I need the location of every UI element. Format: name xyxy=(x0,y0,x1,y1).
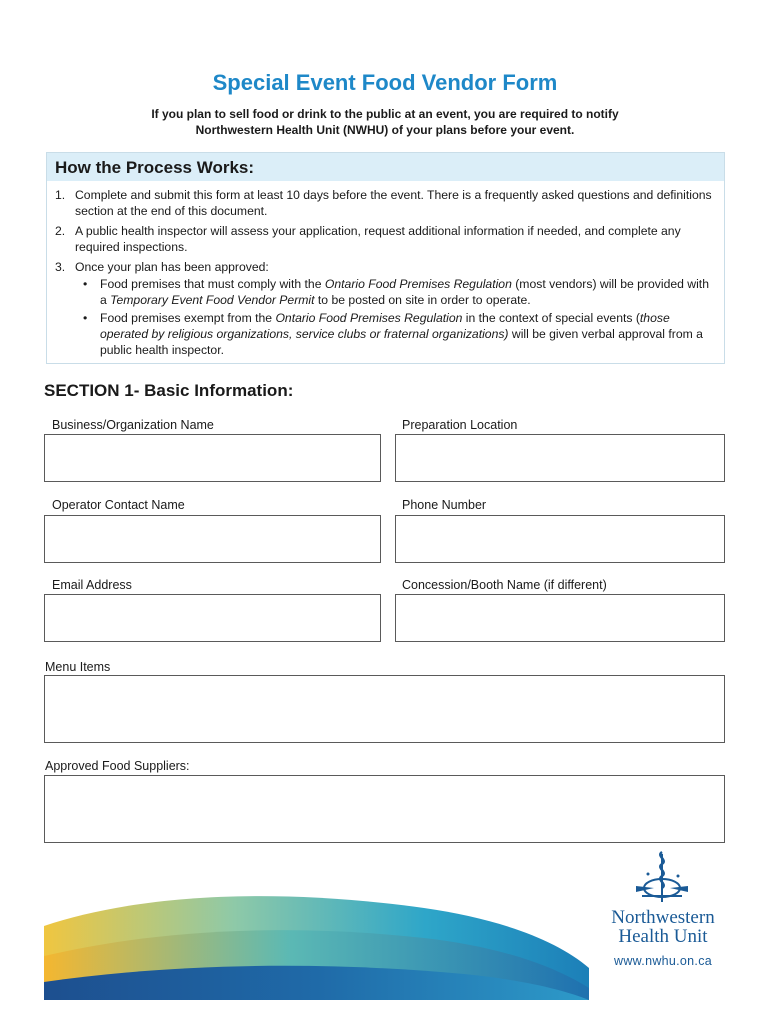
bullet-icon: • xyxy=(83,277,88,291)
bullet-icon: • xyxy=(83,311,88,325)
decorative-wave-banner xyxy=(44,878,589,1000)
logo-name-line-1: Northwestern xyxy=(611,907,715,928)
page-title: Special Event Food Vendor Form xyxy=(212,70,558,95)
email-input[interactable] xyxy=(44,594,381,642)
step-text: Once your plan has been approved: xyxy=(75,260,269,274)
booth-name-label: Concession/Booth Name (if different) xyxy=(402,578,607,592)
menu-items-label: Menu Items xyxy=(45,660,111,674)
suppliers-label: Approved Food Suppliers: xyxy=(45,759,190,773)
step-number: 1. xyxy=(55,188,66,202)
process-heading: How the Process Works: xyxy=(47,153,724,181)
process-step-3 xyxy=(55,259,714,358)
section-1-title: SECTION 1- Basic Information: xyxy=(44,381,294,400)
prep-location-label: Preparation Location xyxy=(402,418,518,432)
process-steps xyxy=(47,181,724,358)
logo-name-line-2: Health Unit xyxy=(618,926,708,947)
nwhu-logo xyxy=(598,848,728,1018)
logo-url: www.nwhu.on.ca xyxy=(614,954,712,968)
page-subtitle xyxy=(80,106,690,138)
prep-location-input[interactable] xyxy=(395,434,725,482)
step-number: 3. xyxy=(55,260,66,274)
process-step-1 xyxy=(55,187,714,219)
step-text: Complete and submit this form at least 10 days before the event. There is a frequently asked questions and definitions section at the end of this document. xyxy=(75,188,712,218)
bullet-item: • Food premises that must comply with the Ontario Food Premises Regulation (most vendors) will be provided with a Temporary Event Food Vendor Permit to be posted on site in order to operate. xyxy=(83,277,709,307)
operator-name-input[interactable] xyxy=(44,515,381,563)
menu-items-input[interactable] xyxy=(44,675,725,743)
step-text: A public health inspector will assess your application, request additional information if needed, and complete any required inspections. xyxy=(75,224,681,254)
subtitle-line-1: If you plan to sell food or drink to the public at an event, you are required to notify xyxy=(151,107,619,121)
caduceus-icon xyxy=(598,848,728,906)
email-label: Email Address xyxy=(52,578,132,592)
operator-name-label: Operator Contact Name xyxy=(52,498,185,512)
bullet-item: • Food premises exempt from the Ontario Food Premises Regulation in the context of special events (those operated by religious organizations, service clubs or fraternal organizations) will be given verbal approval from a public health inspector. xyxy=(83,311,703,357)
suppliers-input[interactable] xyxy=(44,775,725,843)
business-name-label: Business/Organization Name xyxy=(52,418,214,432)
approval-bullets xyxy=(75,276,714,358)
step-number: 2. xyxy=(55,224,66,238)
booth-name-input[interactable] xyxy=(395,594,725,642)
process-box xyxy=(46,152,725,364)
process-step-2 xyxy=(55,223,714,255)
business-name-input[interactable] xyxy=(44,434,381,482)
phone-input[interactable] xyxy=(395,515,725,563)
phone-label: Phone Number xyxy=(402,498,487,512)
subtitle-line-2: Northwestern Health Unit (NWHU) of your plans before your event. xyxy=(195,123,575,137)
